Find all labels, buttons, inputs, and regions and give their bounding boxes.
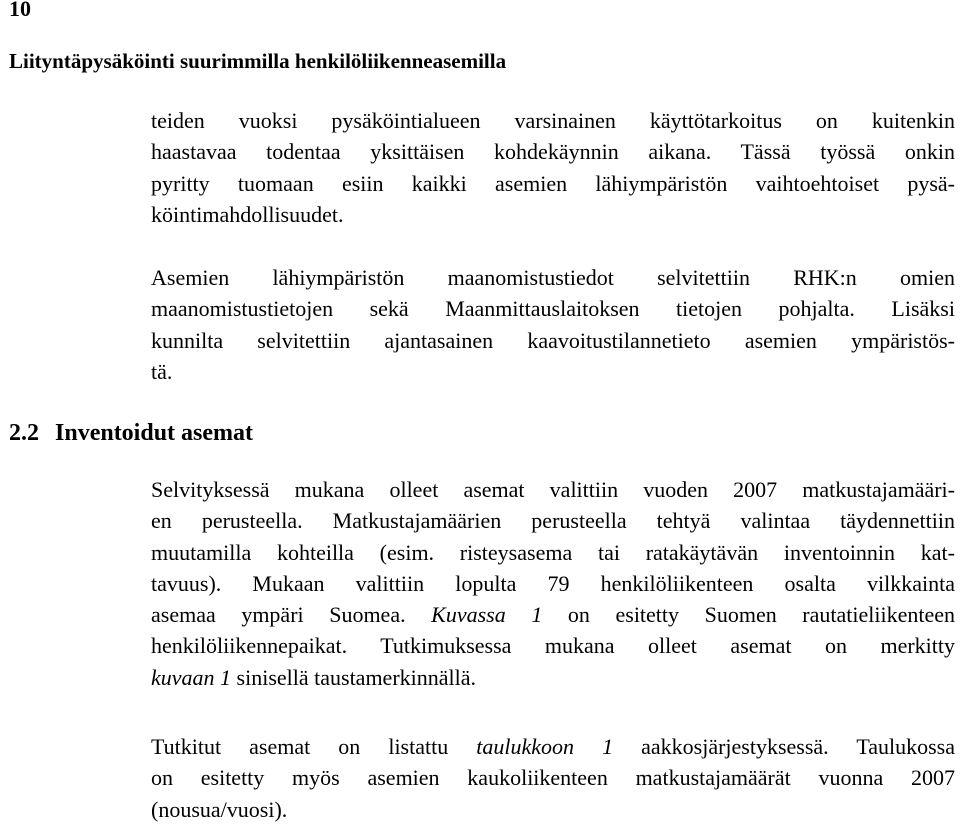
text-line: on esitetty myös asemien kaukoliikenteen matkustajamäärät vuonna 2007 bbox=[151, 765, 955, 791]
text-line: tavuus). Mukaan valittiin lopulta 79 henkilöliikenteen osalta vilkkainta bbox=[151, 570, 955, 596]
text-line: kunnilta selvitettiin ajantasainen kaavoitustilannetieto asemien ympäristös- bbox=[151, 327, 955, 353]
paragraph-2 bbox=[151, 262, 955, 387]
text-line: (nousua/vuosi). bbox=[151, 796, 288, 822]
text-line bbox=[151, 731, 955, 762]
text-line: henkilöliikennepaikat. Tutkimuksessa mukana olleet asemat on merkitty bbox=[151, 633, 955, 659]
section-title: Inventoidut asemat bbox=[55, 420, 254, 446]
text-line: maanomistustietojen sekä Maanmittauslaitoksen tietojen pohjalta. Lisäksi bbox=[151, 296, 955, 322]
page-number: 10 bbox=[9, 0, 31, 21]
text-line: haastavaa todentaa yksittäisen kohdekäynnin aikana. Tässä työssä onkin bbox=[151, 139, 955, 165]
section-heading bbox=[9, 418, 253, 448]
paragraph-1 bbox=[151, 105, 955, 230]
paragraph-3 bbox=[151, 474, 955, 693]
figure-reference: kuvaan 1 bbox=[151, 664, 232, 690]
text-line bbox=[151, 599, 955, 630]
table-reference: taulukkoon 1 bbox=[476, 734, 614, 759]
text-run: asemaa ympäri Suomea. bbox=[151, 602, 432, 628]
text-run: on esitetty Suomen rautatieliikenteen bbox=[542, 602, 956, 628]
text-line: Asemien lähiympäristön maanomistustiedot selvitettiin RHK:n omien bbox=[151, 265, 955, 290]
text-run: aakkosjärjestyksessä. Taulukossa bbox=[613, 734, 955, 759]
text-run: sinisellä taustamerkinnällä. bbox=[231, 664, 477, 690]
text-line: Selvityksessä mukana olleet asemat valittiin vuoden 2007 matkustajamääri- bbox=[151, 477, 955, 502]
text-line bbox=[151, 662, 955, 693]
figure-reference: Kuvassa 1 bbox=[431, 602, 543, 628]
text-run: Tutkitut asemat on listattu bbox=[151, 734, 477, 759]
paragraph-4 bbox=[151, 731, 955, 825]
text-line: teiden vuoksi pysäköintialueen varsinainen käyttötarkoitus on kuitenkin bbox=[151, 108, 955, 133]
text-line: en perusteella. Matkustajamäärien perusteella tehtyä valintaa täydennettiin bbox=[151, 508, 955, 534]
text-line: tä. bbox=[151, 358, 173, 384]
text-line: köintimahdollisuudet. bbox=[151, 201, 344, 227]
running-header-title: Liityntäpysäköinti suurimmilla henkilöliikenneasemilla bbox=[9, 49, 507, 73]
text-line: muutamilla kohteilla (esim. risteysasema tai ratakäytävän inventoinnin kat- bbox=[151, 539, 955, 565]
text-line: pyritty tuomaan esiin kaikki asemien lähiympäristön vaihtoehtoiset pysä- bbox=[151, 170, 955, 196]
section-number: 2.2 bbox=[9, 420, 39, 446]
